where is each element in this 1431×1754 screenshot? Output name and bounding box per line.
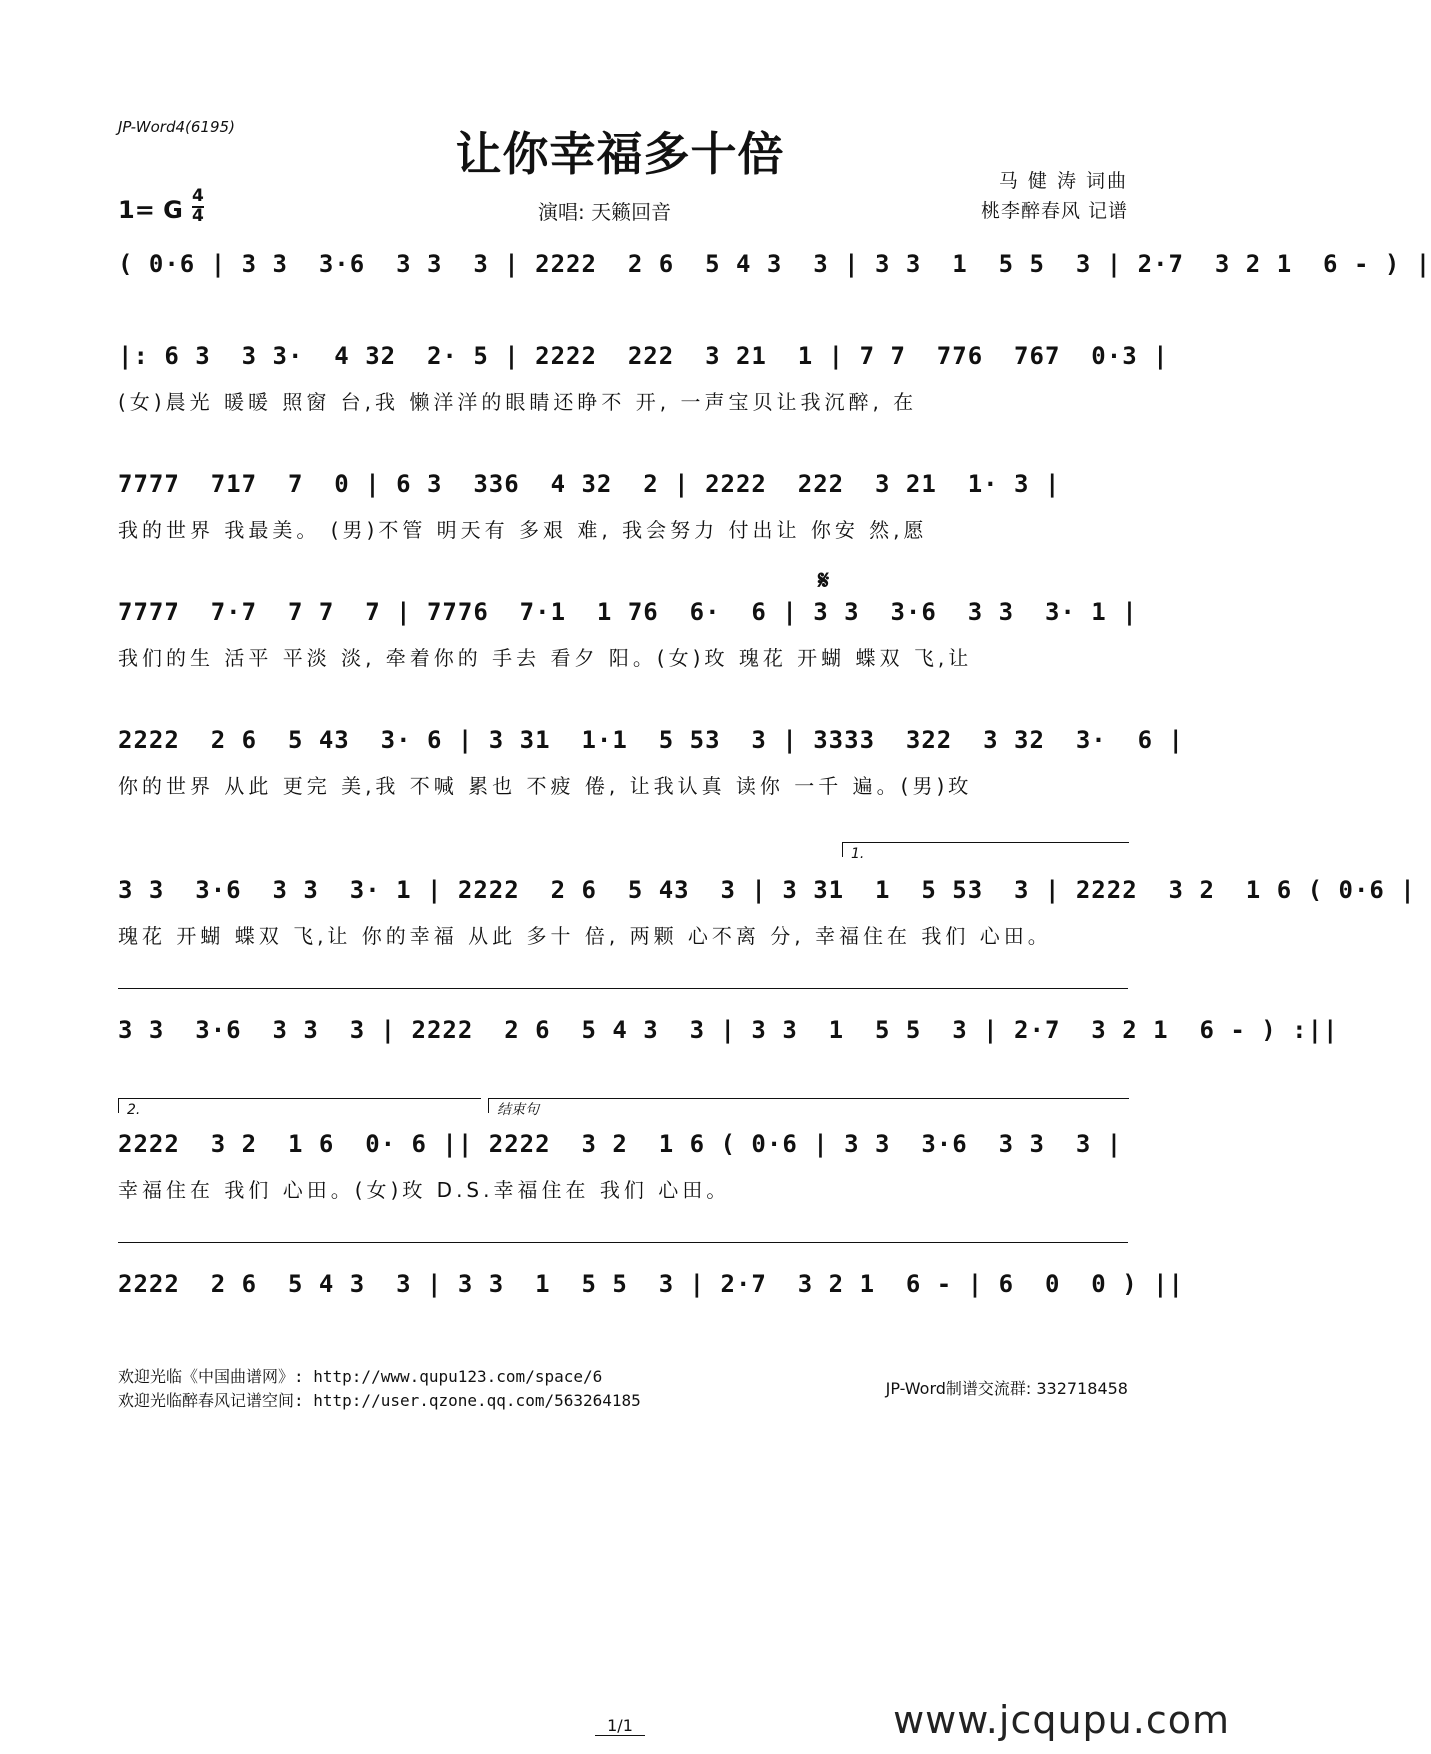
software-version: JP-Word4(6195) [118, 118, 235, 136]
segno-sign: 𝄋 [818, 566, 830, 596]
time-signature-bottom: 4 [192, 206, 204, 226]
lyrics-line-2: (女)晨光 暖暖 照窗 台,我 懒洋洋的眼睛还睁不 开, 一声宝贝让我沉醉, 在 [118, 390, 918, 414]
lyrics-line-8: 幸福住在 我们 心田。(女)玫 D.S.幸福住在 我们 心田。 [118, 1178, 731, 1202]
first-ending-label: 1. [851, 846, 865, 862]
staff-line-9-notes: 2222 2 6 5 4 3 3 | 3 3 1 5 5 3 | 2·7 3 2 1 6 - | 6 0 0 ) || [118, 1270, 1184, 1298]
time-signature [192, 188, 204, 225]
staff-line-7-notes: 3 3 3·6 3 3 3 | 2222 2 6 5 4 3 3 | 3 3 1 5 5 3 | 2·7 3 2 1 6 - ) :|| [118, 1016, 1339, 1044]
staff-line-1-notes: ( 0·6 | 3 3 3·6 3 3 3 | 2222 2 6 5 4 3 3 | 3 3 1 5 5 3 | 2·7 3 2 1 6 - ) | [118, 250, 1431, 278]
final-ending-rule [118, 1242, 1128, 1243]
lyrics-line-3: 我的世界 我最美。 (男)不管 明天有 多艰 难, 我会努力 付出让 你安 然,愿 [118, 518, 928, 542]
footer-link-qupu[interactable]: 欢迎光临《中国曲谱网》: http://www.qupu123.com/space/6 [118, 1367, 603, 1386]
lyrics-line-6: 瑰花 开蝴 蝶双 飞,让 你的幸福 从此 多十 倍, 两颗 心不离 分, 幸福住在 我们 心田。 [118, 924, 1052, 948]
staff-line-4-notes: 7777 7·7 7 7 7 | 7776 7·1 1 76 6· 6 | 3 3 3·6 3 3 3· 1 | [118, 598, 1138, 626]
lyrics-line-5: 你的世界 从此 更完 美,我 不喊 累也 不疲 倦, 让我认真 读你 一千 遍。(男)玫 [118, 774, 973, 798]
time-signature-top: 4 [192, 186, 204, 206]
footer-group-info: JP-Word制谱交流群: 332718458 [885, 1379, 1128, 1398]
transcriber-credit: 桃李醉春风 记谱 [980, 200, 1128, 222]
staff-line-3-notes: 7777 717 7 0 | 6 3 336 4 32 2 | 2222 222 3 21 1· 3 | [118, 470, 1061, 498]
second-ending-label: 2. [127, 1102, 141, 1118]
key-signature: 1= G [118, 196, 183, 224]
lyrics-line-4: 我们的生 活平 平淡 淡, 牵着你的 手去 看夕 阳。(女)玫 瑰花 开蝴 蝶双 飞,让 [118, 646, 973, 670]
ending-continuation-rule [118, 988, 1128, 989]
ending-phrase-label: 结束句 [497, 1102, 539, 1118]
staff-line-2-notes: |: 6 3 3 3· 4 32 2· 5 | 2222 222 3 21 1 | 7 7 776 767 0·3 | [118, 342, 1169, 370]
singer-credit: 演唱: 天籁回音 [538, 200, 672, 224]
first-ending-bracket [842, 842, 1129, 862]
composer-credit: 马 健 涛 词曲 [998, 170, 1128, 192]
footer-link-qzone[interactable]: 欢迎光临醉春风记谱空间: http://user.qzone.qq.com/563264185 [118, 1391, 641, 1410]
staff-line-8-notes: 2222 3 2 1 6 0· 6 || 2222 3 2 1 6 ( 0·6 | 3 3 3·6 3 3 3 | [118, 1130, 1123, 1158]
staff-line-5-notes: 2222 2 6 5 43 3· 6 | 3 31 1·1 5 53 3 | 3333 322 3 32 3· 6 | [118, 726, 1184, 754]
ending-phrase-bracket [488, 1098, 1129, 1118]
song-title: 让你幸福多十倍 [455, 127, 785, 181]
second-ending-bracket [118, 1098, 481, 1118]
site-watermark: www.jcqupu.com [893, 1698, 1230, 1742]
page-number-text: 1/1 [595, 1716, 645, 1736]
staff-line-6-notes: 3 3 3·6 3 3 3· 1 | 2222 2 6 5 43 3 | 3 31 1 5 53 3 | 2222 3 2 1 6 ( 0·6 | [118, 876, 1416, 904]
